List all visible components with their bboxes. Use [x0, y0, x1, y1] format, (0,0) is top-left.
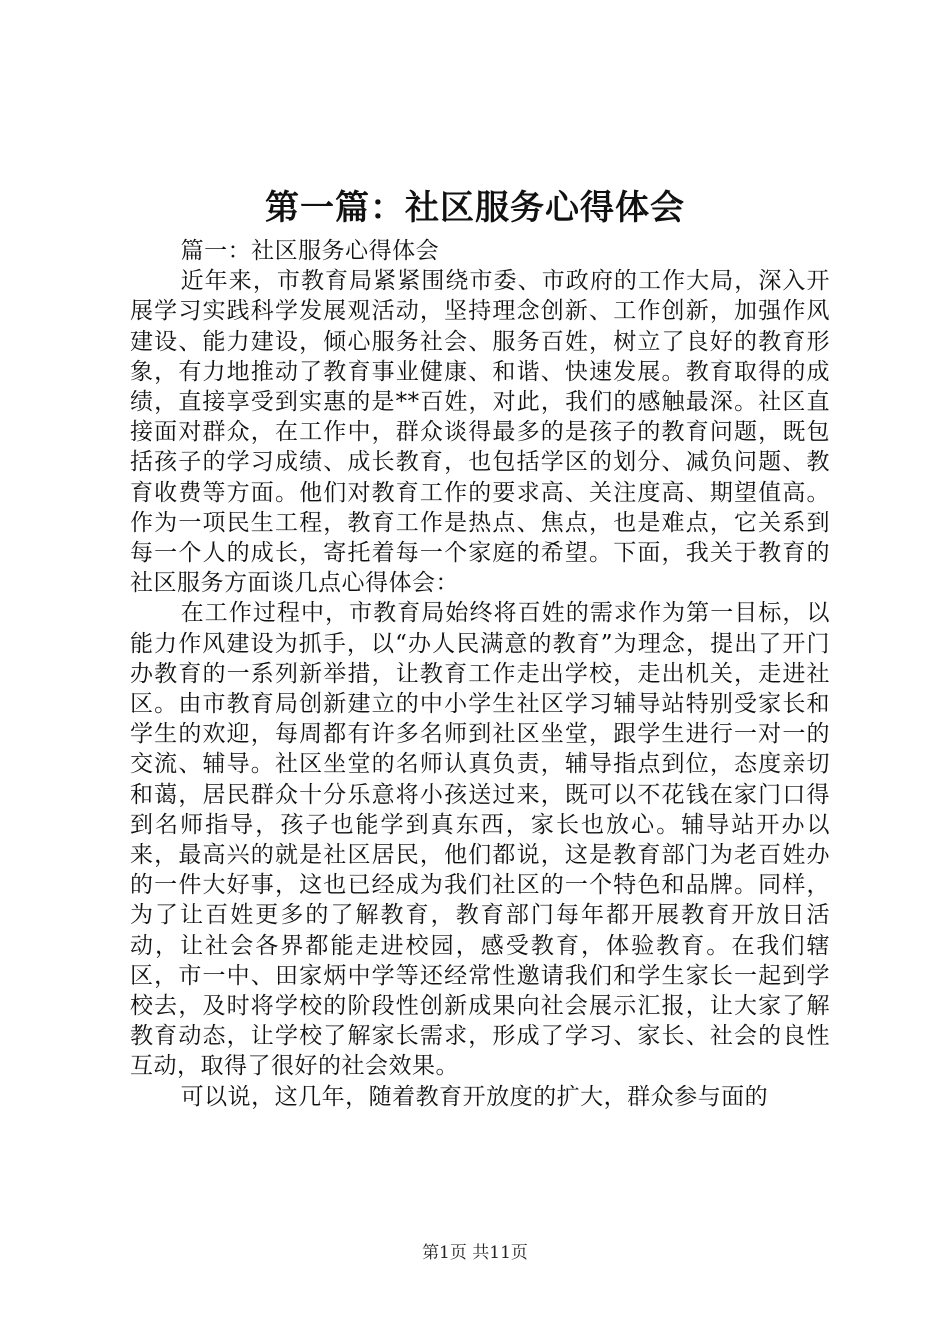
document-title: 第一篇：社区服务心得体会 — [265, 188, 685, 228]
document-body — [130, 236, 830, 1112]
paragraph-1: 近年来，市教育局紧紧围绕市委、市政府的工作大局，深入开展学习实践科学发展观活动，坚持理念创新、工作创新，加强作风建设、能力建设，倾心服务社会、服务百姓，树立了良好的教育形象，有力地推动了教育事业健康、和谐、快速发展。教育取得的成绩，直接享受到实惠的是**百姓，对此，我们的感触最深。社区直接面对群众，在工作中，群众谈得最多的是孩子的教育问题，既包括孩子的学习成绩、成长教育，也包括学区的划分、减负问题、教育收费等方面。他们对教育工作的要求高、关注度高、期望值高。作为一项民生工程，教育工作是热点、焦点，也是难点，它关系到每一个人的成长，寄托着每一个家庭的希望。下面，我关于教育的社区服务方面谈几点心得体会： — [130, 268, 830, 597]
paragraph-subtitle: 篇一：社区服务心得体会 — [180, 238, 440, 264]
paragraph-2: 在工作过程中，市教育局始终将百姓的需求作为第一目标，以能力作风建设为抓手，以“办人民满意的教育”为理念，提出了开门办教育的一系列新举措，让教育工作走出学校，走出机关，走进社区。由市教育局创新建立的中小学生社区学习辅导站特别受家长和学生的欢迎，每周都有许多名师到社区坐堂，跟学生进行一对一的交流、辅导。社区坐堂的名师认真负责，辅导指点到位，态度亲切和蔼，居民群众十分乐意将小孩送过来，既可以不花钱在家门口得到名师指导，孩子也能学到真东西，家长也放心。辅导站开办以来，最高兴的就是社区居民，他们都说，这是教育部门为老百姓办的一件大好事，这也已经成为我们社区的一个特色和品牌。同样，为了让百姓更多的了解教育，教育部门每年都开展教育开放日活动，让社会各界都能走进校园，感受教育，体验教育。在我们辖区，市一中、田家炳中学等还经常性邀请我们和学生家长一起到学校去，及时将学校的阶段性创新成果向社会展示汇报，让大家了解教育动态，让学校了解家长需求，形成了学习、家长、社会的良性互动，取得了很好的社会效果。 — [130, 600, 830, 1080]
page-number-label: 第1页 共11页 — [422, 1243, 528, 1263]
page-footer — [0, 1242, 950, 1264]
paragraph-3: 可以说，这几年，随着教育开放度的扩大，群众参与面的 — [180, 1083, 769, 1110]
